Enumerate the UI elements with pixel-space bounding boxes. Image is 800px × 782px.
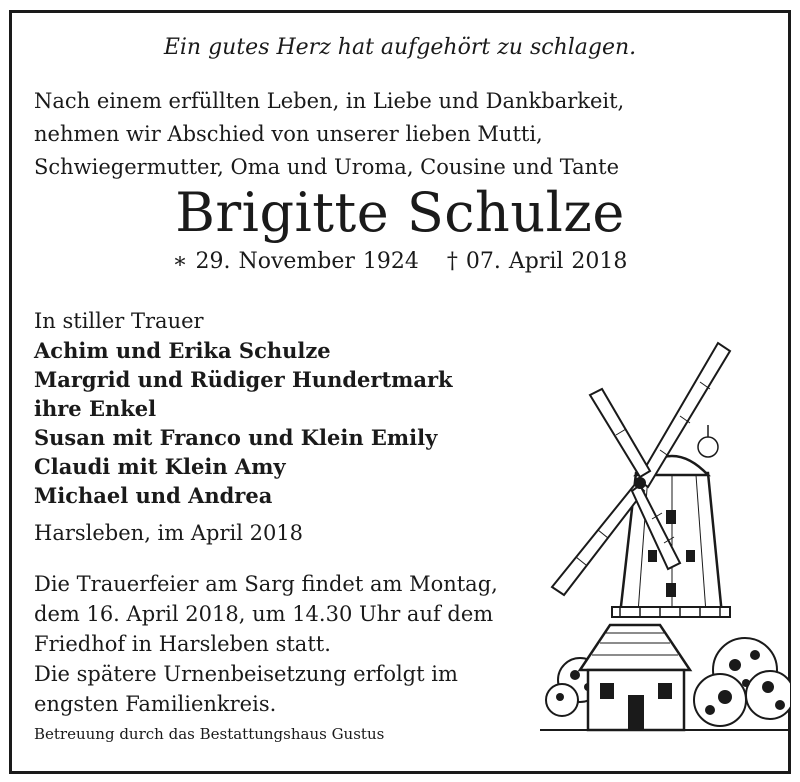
mourner-line: ihre Enkel	[34, 396, 157, 421]
intro-line: nehmen wir Abschied von unserer lieben Mutti,	[34, 122, 543, 146]
life-dates	[12, 249, 788, 274]
obituary-frame	[9, 10, 791, 774]
intro-line: Schwiegermutter, Oma und Uroma, Cousine und Tante	[34, 155, 619, 179]
death-date: † 07. April 2018	[446, 249, 628, 274]
service-line: Die Trauerfeier am Sarg findet am Montag,	[34, 572, 498, 596]
deceased-name: Brigitte Schulze	[175, 181, 625, 244]
mourner-line: Claudi mit Klein Amy	[34, 454, 286, 479]
service-line: engsten Familienkreis.	[34, 692, 277, 716]
service-info	[34, 569, 498, 719]
birth-date: ∗ 29. November 1924	[172, 249, 419, 274]
funeral-home-credit: Betreuung durch das Bestattungshaus Gustus	[34, 725, 385, 743]
windmill-illustration	[540, 325, 790, 745]
mourner-line: Michael und Andrea	[34, 483, 273, 508]
intro-text	[34, 85, 624, 184]
mourner-line: Achim und Erika Schulze	[34, 338, 331, 363]
intro-line: Nach einem erfüllten Leben, in Liebe und Dankbarkeit,	[34, 89, 625, 113]
mourner-line: Margrid und Rüdiger Hundertmark	[34, 367, 453, 392]
service-line: Friedhof in Harsleben statt.	[34, 632, 331, 656]
place-date: Harsleben, im April 2018	[34, 521, 304, 545]
mourning-intro: In stiller Trauer	[34, 309, 204, 333]
mourners-block	[34, 307, 453, 510]
service-line: Die spätere Urnenbeisetzung erfolgt im	[34, 662, 458, 686]
service-line: dem 16. April 2018, um 14.30 Uhr auf dem	[34, 602, 494, 626]
motto: Ein gutes Herz hat aufgehört zu schlagen.	[163, 35, 637, 60]
mourner-line: Susan mit Franco und Klein Emily	[34, 425, 438, 450]
